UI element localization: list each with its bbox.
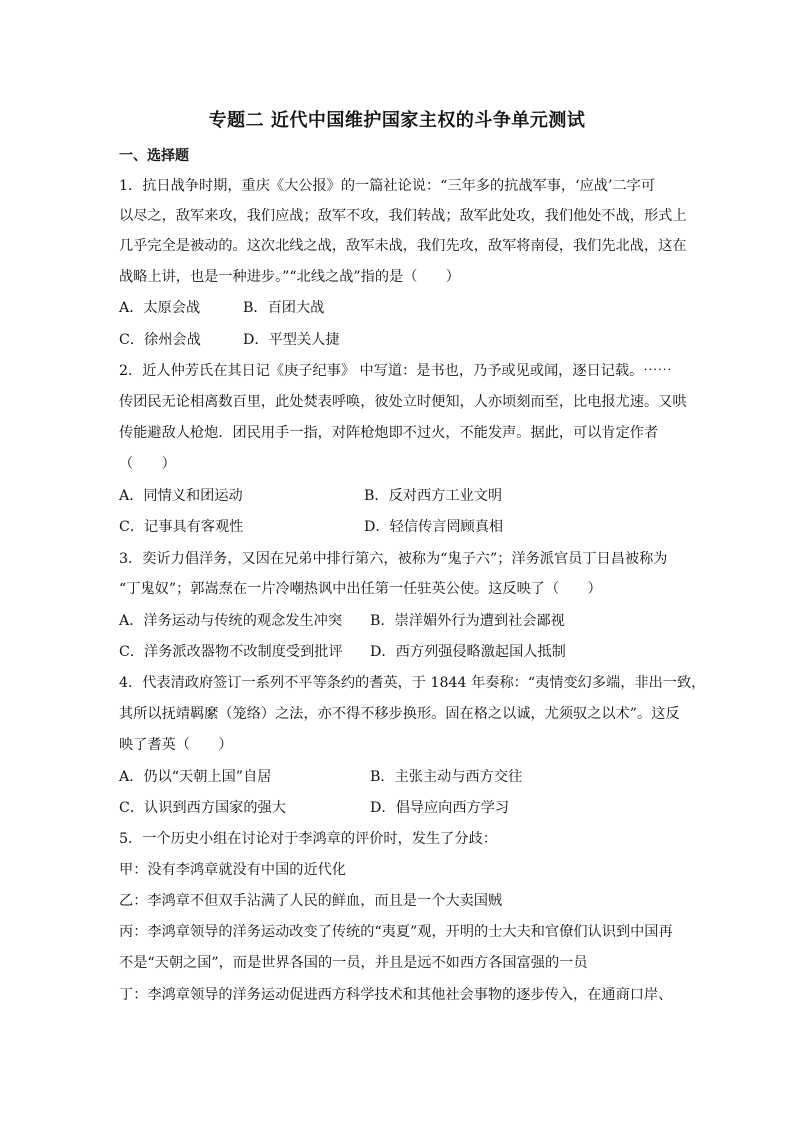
question-text-line: 2．近人仲芳氏在其日记《庚子纪事》 中写道：是书也，乃予或见或闻，逐日记载。⋯⋯ [119,363,672,379]
option-c: C．洋务派改器物不改制度受到批评 [119,644,343,660]
question-text-line: 4．代表清政府签订一系列不平等条约的耆英，于 1844 年奏称：“夷情变幻多端，非出一致， [119,675,706,691]
question-text-line: 乙：李鸿章不但双手沾满了人民的鲜血，而且是一个大卖国贼 [119,893,503,909]
question-text-line: （ ） [119,456,176,472]
question-text-line: 1．抗日战争时期，重庆《大公报》的一篇社论说：“三年多的抗战军事，‘应战’二字可 [119,178,656,194]
question-text-line: 几乎完全是被动的。这次北线之战，敌军未战，我们先攻，敌军将南侵，我们先北战，这在 [119,238,687,254]
question-text-line: “丁鬼奴”；郭嵩焘在一片冷嘲热讽中出任第一任驻英公使。这反映了（ ） [119,581,602,597]
option-b: B．主张主动与西方交往 [370,769,523,785]
option-d: D．平型关人捷 [243,332,340,348]
option-b: B．反对西方工业文明 [364,488,503,504]
option-b: B．百团大战 [243,300,325,316]
question-text-line: 不是“天朝之国”，而是世界各国的一员，并且是远不如西方各国富强的一员 [119,955,588,971]
option-a: A．太原会战 [119,300,201,316]
option-d: D．西方列强侵略激起国人抵制 [370,644,566,660]
option-d: D．轻信传言罔顾真相 [364,519,504,535]
option-a: A．仍以“天朝上国”自居 [119,769,272,785]
section-heading: 一、选择题 [119,148,189,164]
question-text-line: 传能避敌人枪炮．团民用手一指，对阵枪炮即不过火，不能发声。据此，可以肯定作者 [119,425,659,441]
question-text-line: 传团民无论相离数百里，此处焚表呼唤，彼处立时便知，人亦顷刻而至，比电报尤速。又哄 [119,394,687,410]
option-a: A．同情义和团运动 [119,488,243,504]
question-text-line: 映了耆英（ ） [119,737,233,753]
question-text-line: 3．奕䜣力倡洋务，又因在兄弟中排行第六，被称为“鬼子六”；洋务派官员丁日昌被称为 [119,551,668,567]
question-text-line: 丁：李鸿章领导的洋务运动促进西方科学技术和其他社会事物的逐步传入，在通商口岸、 [119,987,673,1003]
question-text-line: 甲：没有李鸿章就没有中国的近代化 [119,862,347,878]
option-d: D．倡导应向西方学习 [370,800,510,816]
option-a: A．洋务运动与传统的观念发生冲突 [119,613,343,629]
page-title: 专题二 近代中国维护国家主权的斗争单元测试 [208,110,586,131]
option-c: C．记事具有客观性 [119,519,244,535]
question-text-line: 其所以抚靖羁縻（笼络）之法，亦不得不移步换形。固在格之以诚，尤须驭之以术”。这反 [119,706,680,722]
question-text-line: 丙：李鸿章领导的洋务运动改变了传统的“夷夏”观，开明的士大夫和官僚们认识到中国再 [119,924,673,940]
option-c: C．徐州会战 [119,332,201,348]
question-text-line: 5．一个历史小组在讨论对于李鸿章的评价时，发生了分歧： [119,831,497,847]
question-text-line: 以尽之，敌军来攻，我们应战；敌军不攻，我们转战；敌军此处攻，我们他处不战，形式上 [119,208,687,224]
question-text-line: 战略上讲，也是一种进步。”“北线之战”指的是（ ） [119,269,460,285]
option-c: C．认识到西方国家的强大 [119,800,286,816]
option-b: B．崇洋媚外行为遭到社会鄙视 [370,613,565,629]
